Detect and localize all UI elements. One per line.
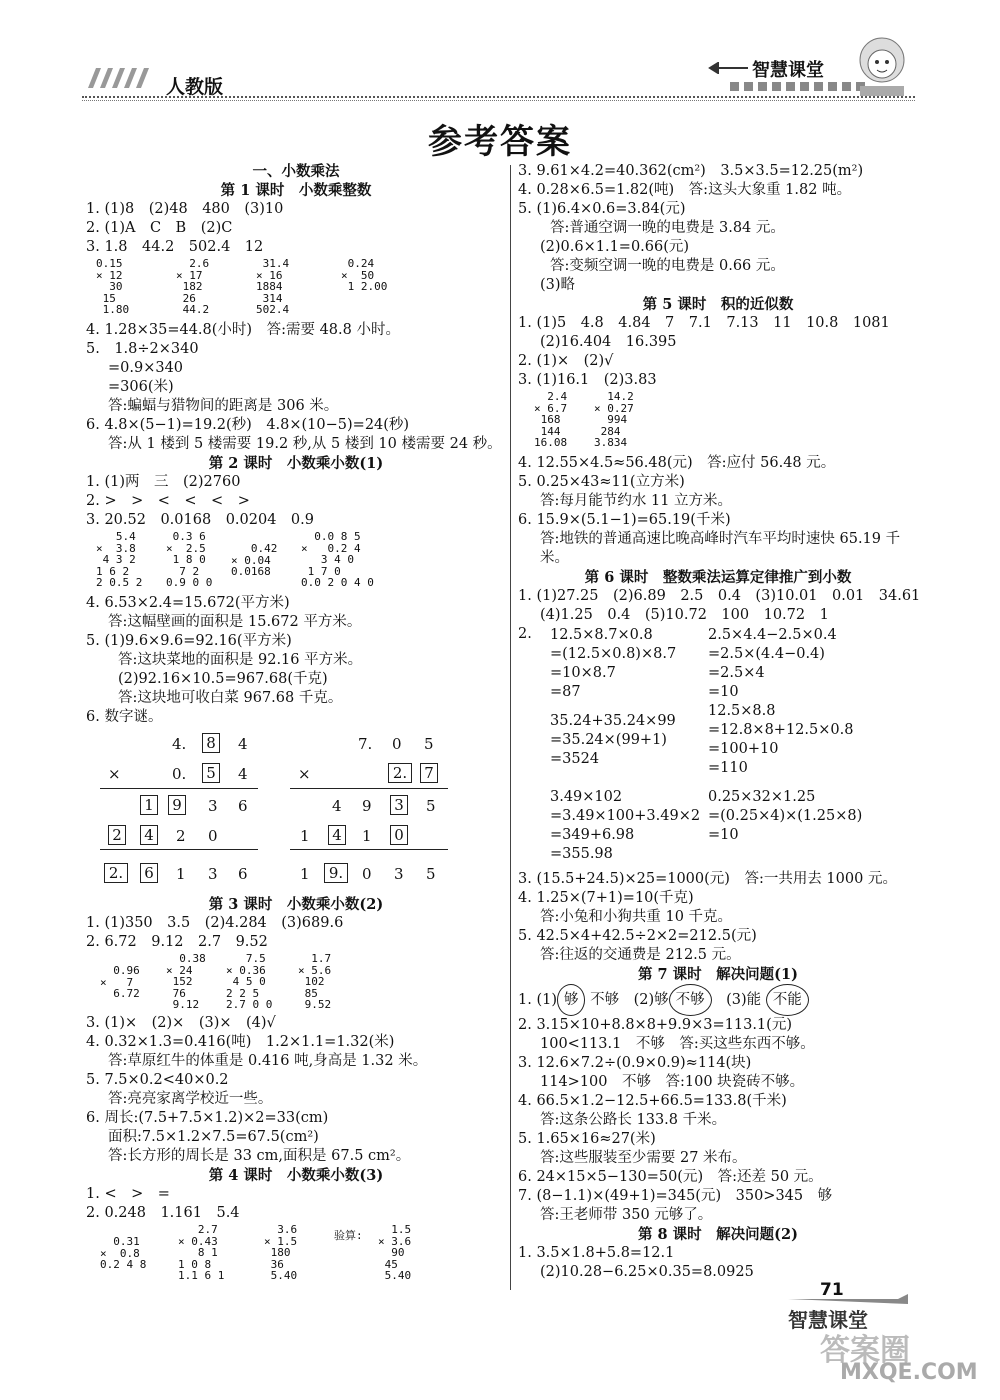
- puzzle-digit: 2: [176, 827, 186, 845]
- vertical-calc: 2.7 × 0.43 8 1 1 0 8 1.1 6 1: [178, 1223, 225, 1282]
- puzzle-box: 8: [202, 733, 220, 753]
- vertical-calc: 2.4 × 6.7 168 144 16.08: [534, 390, 568, 449]
- answer-line: 4. 1.28×35=44.8(小时) 答:需要 48.8 小时。: [86, 322, 400, 338]
- answer-line: 2. 0.248 1.161 5.4: [86, 1205, 240, 1221]
- puzzle-digit: 0: [362, 865, 372, 883]
- answer-line: 6. 15.9×(5.1−1)=65.19(千米): [518, 512, 731, 528]
- vertical-calc-group: [86, 258, 506, 320]
- right-column: [518, 162, 921, 1282]
- answer-line: (2)92.16×10.5=967.68(千克): [118, 671, 328, 687]
- answer-line: 答:蝙蝠与猎物间的距离是 306 米。: [108, 398, 339, 414]
- lesson-title: 第 1 课时 小数乘整数: [220, 182, 372, 199]
- puzzle-box: 5: [202, 763, 220, 783]
- answer-line: 7. (8−1.1)×(49+1)=345(元) 350>345 够: [518, 1188, 833, 1204]
- check-label: 验算:: [334, 1229, 363, 1242]
- watermark-url: MXQE.COM: [840, 1360, 978, 1385]
- column-divider: [510, 165, 511, 1290]
- page-header: [0, 0, 1000, 105]
- answer-line: 2. > > < < < >: [86, 493, 250, 509]
- lesson-title: 第 6 课时 整数乘法运算定律推广到小数: [584, 569, 852, 586]
- page-title: 参考答案: [428, 122, 572, 162]
- brand-label: 智慧课堂: [752, 60, 824, 81]
- lesson-title: 第 5 课时 积的近似数: [642, 296, 794, 313]
- calc-block: 2.5×4.4−2.5×0.4 =2.5×(4.4−0.4) =2.5×4 =10: [708, 627, 837, 700]
- answer-line: 6. 24×15×5−130=50(元) 答:还差 50 元。: [518, 1169, 823, 1185]
- puzzle-box: 7: [420, 763, 438, 783]
- answer-line: 答:这块地可收白菜 967.68 千克。: [118, 690, 343, 706]
- answer-line: 4. 1.25×(7+1)=10(千克): [518, 890, 694, 906]
- answer-line: 2. (1)A C B (2)C: [86, 220, 233, 236]
- puzzle-digit: 1: [176, 865, 186, 883]
- answer-line: 答:这块菜地的面积是 92.16 平方米。: [118, 652, 363, 668]
- page-arrow-icon: [788, 1294, 908, 1304]
- answer-line: 5. 7.5×0.2<40×0.2: [86, 1072, 229, 1088]
- answer-line: 答:从 1 楼到 5 楼需要 19.2 秒,从 5 楼到 10 楼需要 24 秒。: [108, 436, 502, 452]
- answer-line: 3. 9.61×4.2=40.362(cm²) 3.5×3.5=12.25(m²): [518, 163, 864, 179]
- answer-line: 答:往返的交通费是 212.5 元。: [540, 947, 741, 963]
- answer-line: 米。: [540, 550, 569, 566]
- vertical-calc: 1.5 × 3.6 90 45 5.40: [378, 1223, 412, 1282]
- puzzle-box: 9: [168, 795, 186, 815]
- answer-line: 答:这幅壁画的面积是 15.672 平方米。: [108, 614, 362, 630]
- vertical-calc: 7.5 × 0.36 4 5 0 2 2 5 2.7 0 0: [226, 952, 273, 1011]
- vertical-calc: 0.15 × 12 30 15 1.80: [96, 257, 130, 316]
- vertical-calc: 14.2 × 0.27 994 284 3.834: [594, 390, 634, 449]
- vertical-calc: 0.42 × 0.04 0.0168: [231, 542, 278, 578]
- vertical-calc: 0.31 × 0.8 0.2 4 8: [100, 1235, 147, 1271]
- vertical-calc: 3.6 × 1.5 180 36 5.40: [264, 1223, 298, 1282]
- edition-label: 人教版: [166, 76, 224, 98]
- answer-line: 1. (1)350 3.5 (2)4.284 (3)689.6: [86, 915, 344, 931]
- answer-line: (2)16.404 16.395: [540, 334, 677, 350]
- puzzle-digit: 1: [300, 865, 310, 883]
- answer-line: (4)1.25 0.4 (5)10.72 100 10.72 1: [540, 607, 829, 623]
- answer-line: (2)10.28−6.25×0.35=8.0925: [540, 1264, 754, 1280]
- puzzle-digit: 0.: [172, 765, 187, 783]
- answer-line: 3. 1.8 44.2 502.4 12: [86, 239, 264, 255]
- answer-line: 6. 4.8×(5−1)=19.2(秒) 4.8×(10−5)=24(秒): [86, 417, 410, 433]
- puzzle-digit: 1: [362, 827, 372, 845]
- vertical-calc: 0.38 × 24 152 76 9.12: [166, 952, 206, 1011]
- puzzle-box: 3: [390, 795, 408, 815]
- answer-line: 1. (1)8 (2)48 480 (3)10: [86, 201, 284, 217]
- puzzle-digit: 4: [238, 735, 248, 753]
- puzzle-box: 2.: [388, 763, 412, 783]
- left-column: [86, 162, 506, 1287]
- answer-line: 4. 0.32×1.3=0.416(吨) 1.2×1.1=1.32(米): [86, 1034, 395, 1050]
- vertical-calc: 0.24 × 50 1 2.00: [341, 257, 388, 293]
- answer-line: 答:这些服装至少需要 27 米布。: [540, 1150, 747, 1166]
- answer-line: 100<113.1 不够 答:买这些东西不够。: [540, 1036, 815, 1052]
- circled-answer: 不能: [766, 984, 809, 1016]
- answer-line: (2)0.6×1.1=0.66(元): [540, 239, 690, 255]
- puzzle-digit: 0: [208, 827, 218, 845]
- answer-line: 1. 3.5×1.8+5.8=12.1: [518, 1245, 675, 1261]
- calc-block: 0.25×32×1.25 =(0.25×4)×(1.25×8) =10: [708, 789, 863, 843]
- answer-line: 3. (15.5+24.5)×25=1000(元) 答:一共用去 1000 元。: [518, 871, 897, 887]
- answer-line: 1. (1) 够 不够 (2)够 不够 (3)能 不能: [518, 984, 918, 1016]
- vertical-calc-group: [86, 1224, 506, 1286]
- answer-line: =0.9×340: [108, 360, 184, 376]
- puzzle-box: 2.: [104, 863, 128, 883]
- puzzle-box: 9.: [324, 863, 348, 883]
- page-number: 71: [820, 1280, 844, 1300]
- answer-line: 答:每月能节约水 11 立方米。: [540, 493, 733, 509]
- lesson-title: 第 8 课时 解决问题(2): [638, 1226, 798, 1243]
- watermark-logo: 答案圈: [820, 1333, 910, 1368]
- answer-line: 4. 66.5×1.2−12.5+66.5=133.8(千米): [518, 1093, 787, 1109]
- calc-grid: [518, 626, 918, 870]
- puzzle-digit: 9: [362, 797, 372, 815]
- answer-line: 5. (1)6.4×0.6=3.84(元): [518, 201, 686, 217]
- vertical-calc: 5.4 × 3.8 4 3 2 1 6 2 2 0.5 2: [96, 530, 143, 589]
- answer-line: 答:普通空调一晚的电费是 3.84 元。: [550, 220, 785, 236]
- answer-line: 114>100 不够 答:100 块瓷砖不够。: [540, 1074, 805, 1090]
- lesson-title: 第 3 课时 小数乘小数(2): [208, 896, 384, 913]
- answer-line: 2. (1)× (2)√: [518, 353, 614, 369]
- answer-line: 4. 6.53×2.4=15.672(平方米): [86, 595, 290, 611]
- answer-line: 3. 12.6×7.2÷(0.9×0.9)≈114(块): [518, 1055, 752, 1071]
- girl-mascot-icon: [850, 30, 914, 100]
- puzzle-box: 2: [108, 825, 126, 845]
- answer-line: 6. 数字谜。: [86, 709, 163, 725]
- answer-line: 3. 20.52 0.0168 0.0204 0.9: [86, 512, 314, 528]
- answer-line: =306(米): [108, 379, 174, 395]
- answer-line: 面积:7.5×1.2×7.5=67.5(cm²): [108, 1129, 319, 1145]
- puzzle-digit: 3: [208, 865, 218, 883]
- puzzle-digit: 3: [394, 865, 404, 883]
- answer-line: 3. (1)16.1 (2)3.83: [518, 372, 657, 388]
- vertical-calc: 1.7 × 5.6 102 85 9.52: [298, 952, 332, 1011]
- puzzle-digit: 7.: [358, 735, 373, 753]
- calc-block: 35.24+35.24×99 =35.24×(99+1) =3524: [550, 713, 676, 767]
- calc-block: 12.5×8.8 =12.8×8+12.5×0.8 =100+10 =110: [708, 703, 854, 776]
- puzzle-digit: 6: [238, 797, 248, 815]
- puzzle-digit: 5: [426, 865, 436, 883]
- vertical-calc: 2.6 × 17 182 26 44.2: [176, 257, 210, 316]
- vertical-calc-group: [86, 531, 506, 593]
- lesson-title: 第 4 课时 小数乘小数(3): [208, 1167, 384, 1184]
- lesson-title: 第 7 课时 解决问题(1): [638, 966, 798, 983]
- puzzle-digit: 5: [424, 735, 434, 753]
- calc-block: 3.49×102 =3.49×100+3.49×2 =349+6.98 =355.98: [550, 789, 701, 862]
- puzzle-result-row: [86, 861, 506, 891]
- vertical-calc-group: [518, 391, 918, 453]
- unit-title: 一、小数乘法: [252, 163, 340, 180]
- answer-line: 4. 12.55×4.5≈56.48(元) 答:应付 56.48 元。: [518, 455, 836, 471]
- puzzle-digit: 4: [238, 765, 248, 783]
- puzzle-box: 6: [140, 863, 158, 883]
- answer-line: 5. 1.8÷2×340: [86, 341, 199, 357]
- answer-line: 答:草原红牛的体重是 0.416 吨,身高是 1.32 米。: [108, 1053, 428, 1069]
- answer-line: 4. 0.28×6.5=1.82(吨) 答:这头大象重 1.82 吨。: [518, 182, 852, 198]
- answer-line: 2. 6.72 9.12 2.7 9.52: [86, 934, 268, 950]
- answer-line: 答:变频空调一晚的电费是 0.66 元。: [550, 258, 785, 274]
- vertical-calc-group: [86, 953, 506, 1013]
- answer-line: 2. 3.15×10+8.8×8+9.9×3=113.1(元): [518, 1017, 792, 1033]
- lesson-title: 第 2 课时 小数乘小数(1): [208, 455, 384, 472]
- puzzle-digit: 0: [392, 735, 402, 753]
- answer-line: 2.: [518, 626, 532, 642]
- arrow-icon: [708, 62, 748, 74]
- puzzle-digit: 5: [426, 797, 436, 815]
- number-puzzle: [86, 731, 506, 863]
- answer-line: 1. (1)27.25 (2)6.89 2.5 0.4 (3)10.01 0.01 34.61: [518, 588, 921, 604]
- answer-line: 1. (1)两 三 (2)2760: [86, 474, 241, 490]
- answer-line: 1. < > =: [86, 1186, 170, 1202]
- puzzle-box: 0: [390, 825, 408, 845]
- stripes-decoration-icon: [88, 68, 152, 88]
- answer-line: (3)略: [540, 277, 576, 293]
- answer-line: 答:亮亮家离学校近一些。: [108, 1091, 273, 1107]
- vertical-calc: 31.4 × 16 1884 314 502.4: [256, 257, 290, 316]
- puzzle-digit: 4: [332, 797, 342, 815]
- answer-line: 答:王老师带 350 元够了。: [540, 1207, 713, 1223]
- puzzle-box: 4: [140, 825, 158, 845]
- answer-line: 1. (1)5 4.8 4.84 7 7.1 7.13 11 10.8 1081: [518, 315, 890, 331]
- puzzle-digit: 1: [300, 827, 310, 845]
- vertical-calc: 0.96 × 7 6.72: [100, 964, 140, 1000]
- puzzle-box: 1: [140, 795, 158, 815]
- squares-decoration: [730, 82, 865, 91]
- vertical-calc: 0.0 8 5 × 0.2 4 3 4 0 1 7 0 0.0 2 0 4 0: [301, 530, 374, 589]
- answer-line: 3. (1)× (2)× (3)× (4)√: [86, 1015, 276, 1031]
- vertical-calc: 0.3 6 × 2.5 1 8 0 7 2 0.9 0 0: [166, 530, 213, 589]
- answer-line: 5. 42.5×4+42.5÷2×2=212.5(元): [518, 928, 757, 944]
- answer-line: 答:地铁的普通高速比晚高峰时汽车平均时速快 65.19 千: [540, 531, 901, 547]
- calc-block: 12.5×8.7×0.8 =(12.5×0.8)×8.7 =10×8.7 =87: [550, 627, 677, 700]
- puzzle-digit: 4.: [172, 735, 187, 753]
- circled-answer: 不够: [669, 984, 712, 1016]
- answer-line: 5. (1)9.6×9.6=92.16(平方米): [86, 633, 292, 649]
- answer-line: 5. 0.25×43≈11(立方米): [518, 474, 685, 490]
- answer-line: 答:这条公路长 133.8 千米。: [540, 1112, 727, 1128]
- puzzle-digit: ×: [108, 765, 121, 783]
- puzzle-digit: ×: [298, 765, 311, 783]
- answer-line: 答:长方形的周长是 33 cm,面积是 67.5 cm²。: [108, 1148, 411, 1164]
- puzzle-digit: 6: [238, 865, 248, 883]
- answer-line: 6. 周长:(7.5+7.5×1.2)×2=33(cm): [86, 1110, 329, 1126]
- puzzle-box: 4: [328, 825, 346, 845]
- answer-line: 答:小兔和小狗共重 10 千克。: [540, 909, 733, 925]
- puzzle-digit: 3: [208, 797, 218, 815]
- circled-answer: 够: [557, 984, 586, 1016]
- answer-line: 5. 1.65×16≈27(米): [518, 1131, 656, 1147]
- footer-brand: 智慧课堂: [788, 1308, 868, 1332]
